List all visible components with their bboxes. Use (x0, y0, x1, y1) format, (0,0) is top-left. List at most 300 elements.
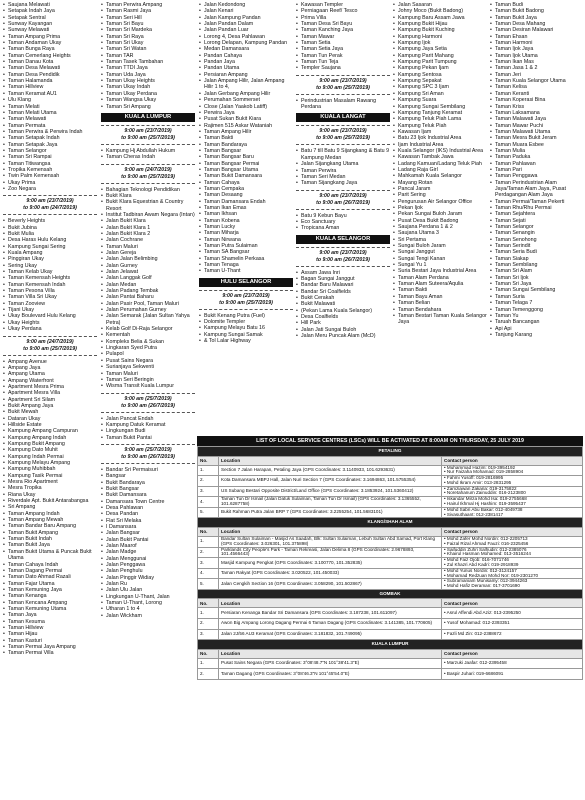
area-item: • Jalan Sijangkang Utama (296, 161, 390, 167)
area-item: • Kampung Jaya Setia (393, 46, 487, 52)
area-item: • Taman Setapak Indah (3, 135, 97, 141)
area-item: • Saujana Melawati (3, 2, 97, 8)
area-item: • Taman Ehsan (490, 34, 584, 40)
area-item: • Taman Ikhsan (199, 211, 293, 217)
area-item: • Lorong Delapan, Kampung Pandan (199, 40, 293, 46)
row-number: 1. (198, 465, 219, 476)
area-item: • Bukit Damansara (101, 492, 195, 498)
header-location: Location (219, 649, 442, 658)
area-item: • Zoo Negara (3, 186, 97, 192)
area-item: • Mayang Rotan (393, 180, 487, 186)
area-list (3, 359, 97, 657)
area-item: • Batu 7 till Batu 9 Sijangkang & Batu 9 Kampung Medan (296, 148, 390, 161)
region-row: KLANG/SHAH ALAM (198, 518, 583, 528)
row-number: 1. (198, 536, 219, 547)
area-item: • Taman Malawati Utama (490, 129, 584, 135)
area-item: • Ijam Industrial Area (393, 142, 487, 148)
row-number: 4. (198, 497, 219, 508)
header-contact: Contact person (442, 456, 583, 465)
area-item: • Jalan Maarof (101, 543, 195, 549)
area-item: • Taman Setia Jaya (296, 46, 390, 52)
area-item: • Bukit Jubina (3, 225, 97, 231)
area-list (296, 98, 390, 111)
area-item: • Pusat Sains Negara (101, 358, 195, 364)
area-item: • Kawasan Templer (296, 2, 390, 8)
area-item: • Taman Ampang Indah (3, 511, 97, 517)
header-no: No. (198, 456, 219, 465)
area-item: • Taman Seri Beringin (101, 377, 195, 383)
area-item: • Taman Lucky (199, 224, 293, 230)
area-item: • Jalan Bukit Klara 2 (101, 231, 195, 237)
area-item: • Taman Desa Pendidik (3, 72, 97, 78)
schedule-start: 9:00 am (23/7/2019) (319, 77, 367, 84)
area-item: • Kampung Ampang Campuran (3, 428, 97, 434)
area-item: • Taman Suria (490, 294, 584, 300)
area-item: • Jalan Cochrane (101, 237, 195, 243)
column-4 (296, 2, 390, 339)
area-item: • Jalan Meru Puncak Alam (McD) (296, 333, 390, 339)
area-item: • Kampung SPC 3 Ijam (393, 84, 487, 90)
area-item: • Medan Damansara (199, 46, 293, 52)
area-list (101, 467, 195, 619)
area-item: • Kampung Bukit Kuching (393, 27, 487, 33)
area-item: • Taman Danau Kota (3, 59, 97, 65)
area-item: • Taman Kemuning Jaya (3, 587, 97, 593)
row-number: 2. (198, 476, 219, 487)
area-item: • Ampang Waterfront (3, 378, 97, 384)
area-item: • Kampung Parit Mahang (393, 53, 487, 59)
area-item: • Taman Permata (3, 123, 97, 129)
area-item: • Bukit Bangsar (101, 486, 195, 492)
area-item: • Pandan Cahaya (199, 53, 293, 59)
header-no: No. (198, 649, 219, 658)
row-number: 2. (198, 619, 219, 630)
row-number: 1. (198, 608, 219, 619)
row-contact: • Marzuki Jaafar: 012-2395458 (442, 658, 583, 669)
area-item: • Taman Bukit Indah (3, 536, 97, 542)
header-no: No. (198, 599, 219, 608)
row-location: Bukit Rahman Putra Jalan BRP 7 (GPS Coordinates: 3.2255254, 101.5683101) (219, 507, 442, 518)
lsc-table (197, 446, 583, 680)
schedule-end: to 9:00 am (25/7/2019) (23, 345, 77, 352)
region-row: KUALA LUMPUR (198, 640, 583, 650)
area-item: • Taman Sri Mardeka (101, 27, 195, 33)
area-item: • Taman Kasturi (3, 638, 97, 644)
area-item: • Taman Mawar (296, 34, 390, 40)
area-item: • Bukit Bandaraya (101, 480, 195, 486)
area-item: • Apartment Mesra Prima (3, 384, 97, 390)
area-item: • Taman Ijok Utama (490, 53, 584, 59)
area-item: • Taman Bukit Jaya (490, 15, 584, 21)
area-item: • Kampung Parit Tumpung (393, 59, 487, 65)
area-item: • Bahagian Teknologi Pendidikan (101, 187, 195, 193)
area-item: • Taman Perindustrian Alam Jaya/Taman Alam Jaya, Pusat Perdagangan Alam Jaya (490, 180, 584, 199)
area-item: • Riverdale Apt. Bukit Antarabangsa (3, 498, 97, 504)
area-item: • Taman Desa Melawati (3, 65, 97, 71)
area-list (3, 218, 97, 332)
row-location: Jalan 2J/56 AU3 Keramat (GPS Coordinates: 3.181832, 101.749095) (219, 629, 442, 640)
area-item: • Taman Rhu/Rhu Permai (490, 205, 584, 211)
area-item: • Jalan Ulu Jalan (101, 587, 195, 593)
area-item: • Taman Paduka (490, 154, 584, 160)
area-item: • Taman Bendahara (393, 307, 487, 313)
area-item: • Bandar Sri Coalfields (296, 289, 390, 295)
area-item: • Jalan Bukit Klara (101, 218, 195, 224)
area-item: • Taman Selangor (3, 148, 97, 154)
area-item: • Desa Pahlawan (101, 505, 195, 511)
area-item: • Dolomite Templer (199, 319, 293, 325)
header-location: Location (219, 599, 442, 608)
area-item: • Taman Bandaraya (199, 142, 293, 148)
area-item: • Desa Haras Hulu Kelang (3, 237, 97, 243)
area-item: • Taman Budi (490, 2, 584, 8)
area-item: • Taman Belian (393, 300, 487, 306)
area-item: • Ladang Raja Girl (393, 167, 487, 173)
area-item: • Ampang Jaya (3, 365, 97, 371)
area-item: • Jalan Langgak Golf (101, 275, 195, 281)
area-item: • Taman Serindit (490, 243, 584, 249)
schedule-start: 9:00 am (25/7/2019) (124, 446, 172, 453)
row-contact: • Baspir Juhari: 019-6686091 (442, 669, 583, 680)
schedule-start: 9:00 am (23/7/2019) (222, 292, 270, 299)
area-item: • Batu 9 Kebun Bayu (296, 213, 390, 219)
area-item: • Dataran Ukay (3, 416, 97, 422)
area-item: • Taman Kanching Jaya (296, 27, 390, 33)
row-location: Persiaran Kenanga Bandar Sri Damansara (GPS Coordinates: 3.187238, 101.611097) (219, 608, 442, 619)
area-item: • Taman Kelisa (490, 84, 584, 90)
area-item: • Taman Melawati (3, 116, 97, 122)
area-item: • Taman Sejahtera (490, 211, 584, 217)
area-item: • Taman Mulia (490, 148, 584, 154)
row-number: 4. (198, 568, 219, 579)
schedule-start: 9:00 am (25/7/2019) (124, 395, 172, 402)
area-item: • Taman Keramat AU1 (3, 91, 97, 97)
area-item: • Taman Nirwana (199, 237, 293, 243)
row-contact: • Saifuddin Zuhri Salhudin: 012-2385076 • Khairul Hasman Mohamed: 013-3516244 (442, 547, 583, 558)
row-number: 5. (198, 579, 219, 590)
schedule-start: 9:00 am (23/7/2019) (319, 128, 367, 135)
area-item: • Taman Kelab Ukay (3, 269, 97, 275)
region-header: KUALA SELANGOR (296, 235, 390, 244)
area-item: • Taman SA Bangsar (199, 249, 293, 255)
area-item: • Jalan Ampang Hilir, Jalan Ampang Hilir 1 to 4, (199, 78, 293, 91)
column-5 (393, 2, 487, 326)
schedule-box (296, 125, 390, 145)
area-item: • Taman Setapak Jaya (3, 142, 97, 148)
area-item: • Taman Alam Perdana (393, 275, 487, 281)
area-item: • Taman Cempaka (199, 186, 293, 192)
area-item: • Taman Desaang (199, 192, 293, 198)
area-item: • Taman Jaya (3, 612, 97, 618)
area-item: • Kuala Ampang (3, 250, 97, 256)
area-item: • Kampung Melayu Ampang (3, 460, 97, 466)
header-contact: Contact person (442, 599, 583, 608)
area-item: • Taman Permai Jaya Ampang (3, 644, 97, 650)
area-item: • Kampung Sungai Samak (199, 332, 293, 338)
area-item: • Taman Siakap (490, 256, 584, 262)
area-item: • Taman Cheras Indah (101, 154, 195, 160)
area-item: • Ulu Klang (3, 97, 97, 103)
row-number: 2. (198, 547, 219, 558)
area-item: • & Tol Lalar Highway (199, 338, 293, 344)
area-item: • Taman Tenaga (199, 262, 293, 268)
area-item: • Flat Sri Melaka (101, 518, 195, 524)
area-item: • Taman Cahaya Indah (3, 562, 97, 568)
schedule-end: to 9:00 am (26/7/2019) (316, 199, 370, 206)
row-number: 3. (198, 629, 219, 640)
area-item: • Kampung Tanjung Keramat (393, 110, 487, 116)
area-item: • Taman U-Thant, Lorong (101, 600, 195, 606)
area-item: • Bukit Mewah (3, 409, 97, 415)
area-item: • Kampung Bukit Ampang (3, 441, 97, 447)
area-item: • Sri Pertama (393, 237, 487, 243)
row-location: Awon Big Ampang Lorong Dagang Permai 6 Taman Dagang (GPS Coordinates: 3.141385, 101.770605) (219, 619, 442, 630)
schedule-box (101, 164, 195, 184)
schedule-box (296, 75, 390, 95)
area-item: • Taman Andaman Ukay (3, 40, 97, 46)
area-item: • Bangsar (101, 473, 195, 479)
row-number: 3. (198, 486, 219, 497)
area-item: • Taman Hillview (3, 625, 97, 631)
area-item: • Apartment Sri Silam (3, 397, 97, 403)
row-location: Taman Dagang (GPS Coordinates: 3°08'46.3"N 101°45'54.0"E) (219, 669, 442, 680)
area-item: • Taman Keranti (490, 91, 584, 97)
area-item: • Pandan Utama (199, 65, 293, 71)
area-item: • Jalan Madge (101, 549, 195, 555)
area-list (296, 2, 390, 72)
area-item: • Taman Bangsar Utama (199, 167, 293, 173)
area-item: • Kelab Golf Di-Raja Selangor (101, 326, 195, 332)
area-item: • Taman Malawati Jaya (490, 116, 584, 122)
area-item: • Taman Sri Alam (490, 268, 584, 274)
area-item: • Utharan 1 to 4 (101, 606, 195, 612)
area-item: • Taman Maluri (101, 244, 195, 250)
area-item: • Bukit Ampang Jaya (3, 403, 97, 409)
area-item: • Taman Kobena (199, 218, 293, 224)
area-item: • Jalan Pinggir Widiay (101, 575, 195, 581)
area-item: • Persiaran Ampang (199, 72, 293, 78)
area-item: • Kampung Suara (393, 97, 487, 103)
area-item: • Hillside Estate (3, 422, 97, 428)
area-item: • Taman Kemensah Heights (3, 275, 97, 281)
area-item: • Sungai Tengi Kanan (393, 256, 487, 262)
area-item: • Assam Jawa Inri (296, 270, 390, 276)
area-item: • Api Api (490, 326, 584, 332)
table-row (198, 669, 583, 680)
area-item: • Taman Kemuning Utama (3, 606, 97, 612)
area-item: • Taman Bukit Jaya (3, 542, 97, 548)
area-item: • Taman Ukay Heights (101, 78, 195, 84)
area-item: • Taman Bangsar (199, 148, 293, 154)
area-item: • Kampung Melayu Batu 16 (199, 325, 293, 331)
row-contact: • Yusof Mohamad: 012-2393351 (442, 619, 583, 630)
area-item: • Taman Kriss (490, 104, 584, 110)
row-number: 3. (198, 558, 219, 569)
area-item: • Taman Wangsa Ukay (101, 97, 195, 103)
area-item: • Bukit Klara (101, 193, 195, 199)
area-item: • Taman Muara Esbee (490, 142, 584, 148)
area-item: • Taman Kemensah Indah (3, 282, 97, 288)
area-list (296, 148, 390, 186)
area-item: • Taman Mesra Bukit Jeram (490, 135, 584, 141)
schedule-box (101, 444, 195, 464)
area-item: • Jalan Pancat Endah (101, 416, 195, 422)
area-item: • Taman Tun Perak (296, 53, 390, 59)
area-item: • Taman Ukay Perdana (101, 91, 195, 97)
schedule-box (296, 190, 390, 210)
area-item: • Taman Koperasi Bina (490, 97, 584, 103)
area-item: • Kampung Tasik Permai (3, 473, 97, 479)
area-item: • Ukay Prima (3, 180, 97, 186)
schedule-start: 9:00 am (23/7/2019) (124, 127, 172, 134)
area-item: • Sering Ukay (3, 263, 97, 269)
area-item: • Jalan Semarak (Jalan Sultan Yahya Petra) (101, 313, 195, 326)
area-item: • Taman Permai Villa (3, 650, 97, 656)
area-item: • Apartment Mesra Villa (3, 390, 97, 396)
area-item: • Jalan Pandan Dalam (199, 21, 293, 27)
area-item: • Setapak Sentral (3, 15, 97, 21)
region-row: GOMBAK (198, 589, 583, 599)
table-row (198, 568, 583, 579)
area-item: • Taman Fajar Utama (3, 581, 97, 587)
area-list (199, 2, 293, 275)
schedule-box (3, 195, 97, 215)
table-row (198, 507, 583, 518)
area-item: • Jalan Pasir Pool, Taman Maluri (101, 301, 195, 307)
area-item: • Damansara Town Centre (101, 499, 195, 505)
area-item: • Tropicana Aman (296, 225, 390, 231)
area-item: • Mahkamah Kuala Selangor (393, 173, 487, 179)
area-item: • Taman Sungai Sembilang (490, 287, 584, 293)
area-item: • Taman Seri Medan (296, 174, 390, 180)
area-item: • Taman Perwira & Perwira Indah (3, 129, 97, 135)
area-item: • Sungai Buloh Jaram (393, 243, 487, 249)
area-item: • Ladang Kamuan/Ladang Teluk Piah (393, 161, 487, 167)
area-item: • Taman Halamanda (3, 78, 97, 84)
area-item: • Kampung Teluk Piah (393, 123, 487, 129)
area-item: • Mesra Tropika (3, 485, 97, 491)
area-item: • Taman Selangor (490, 224, 584, 230)
area-item: • Taman Hillview (3, 84, 97, 90)
area-item: • Perniagaan Reef/ Tesco (296, 8, 390, 14)
area-item: • Taman Pari (490, 167, 584, 173)
area-item: • Perindustrian Masalam Rawang Perdana (296, 98, 390, 111)
area-item: • Prima Villa (296, 15, 390, 21)
area-item: • Suria Bestari Jaya Industrial Area (393, 268, 487, 274)
area-item: • Taman Tasek Tambahan (101, 59, 195, 65)
table-row (198, 486, 583, 497)
area-item: • Taman Temenggong (490, 307, 584, 313)
area-item: • Pekan Ijok (393, 205, 487, 211)
area-item: • Taman Seri Hill (101, 15, 195, 21)
header-no: No. (198, 527, 219, 536)
schedule-end: to 9:00 am (26/7/2019) (316, 256, 370, 263)
table-row (198, 629, 583, 640)
area-item: • Taman U-Thant (199, 268, 293, 274)
area-item: • Ampang Avenue (3, 359, 97, 365)
area-item: • Lingkungan Budi (101, 428, 195, 434)
column-1 (3, 2, 97, 657)
area-item: • Kampung Indah Permai (3, 454, 97, 460)
row-location: Taman Rakyat (GPS Coordinates: 3.020522, 101.450033) (219, 568, 442, 579)
area-item: • Taman Shamelin Perkasa (199, 256, 293, 262)
area-item: • Parit Sering (393, 192, 487, 198)
area-item: • Taman Bakti (199, 135, 293, 141)
area-item: • Close (Jalan Yaakob Latiff) (199, 104, 293, 110)
area-item: • Desa Pandan (101, 511, 195, 517)
schedule-end: to 9:00 am (26/7/2019) (121, 453, 175, 460)
area-item: • I Damansara (101, 524, 195, 530)
area-item: • Jalan Jati Sungai Buloh (296, 327, 390, 333)
area-item: • Taman Pahlawan (490, 161, 584, 167)
area-item: • Taman Dato Ahmad Razali (3, 574, 97, 580)
area-item: • Taman Bayu Aman (393, 294, 487, 300)
area-item: • Bukit Kenang Putra (Fuel) (199, 313, 293, 319)
area-item: • Saujana Perdana 1 & 2 (393, 224, 487, 230)
area-item: • Kampung Baru Assam Jawa (393, 15, 487, 21)
area-item: • Mesra Rio Apartment (3, 479, 97, 485)
area-item: • Lingkungan U-Thant, Jalan (101, 594, 195, 600)
area-item: • Bukit Cerakah (296, 295, 390, 301)
area-item: • Kawasan Tambak Jawa (393, 154, 487, 160)
area-list (296, 213, 390, 232)
schedule-start: 9:00 am (23/7/2019) (26, 198, 74, 205)
area-item: • Jalan Gereja (101, 250, 195, 256)
area-item: • Jalan Penghulu (101, 568, 195, 574)
area-item: • Taman Alam Suteera/Aqulia (393, 281, 487, 287)
area-item: • Pulapol (101, 351, 195, 357)
area-item: • Taman Senangin (490, 230, 584, 236)
area-item: • Batu 23 Ijok Industrial Area (393, 135, 487, 141)
area-item: • Kampung Sungai Sering (3, 244, 97, 250)
area-item: • Taman Bestari Taman Kuala Selangor Jaya (393, 313, 487, 326)
area-item: • Taman Pesona Villa (3, 288, 97, 294)
header-location: Location (219, 456, 442, 465)
area-item: • Pusat Sukan Bukit Kiara (199, 116, 293, 122)
area-item: • Kampung Ampang Indah (3, 435, 97, 441)
area-item: • Taman Ampang Hilir (199, 129, 293, 135)
schedule-start: 9:00 am (24/7/2019) (26, 338, 74, 345)
schedule-end: to 9:00 am (25/7/2019) (121, 173, 175, 180)
area-item: • Taman Ikan Emas (199, 205, 293, 211)
area-list (393, 2, 487, 326)
area-item: • Taman Rasmi Jaya (101, 8, 195, 14)
area-item: • Bagan Sungai Janggut (296, 276, 390, 282)
area-item: • Twin Palm Kemensah (3, 173, 97, 179)
area-item: • Pancal Jaram (393, 186, 487, 192)
area-item: • Taman Laksamana (490, 110, 584, 116)
area-item: • Jalan Perumahan Gurney (101, 307, 195, 313)
area-item: • Taman Bukit Damansara (199, 173, 293, 179)
schedule-box (199, 290, 293, 310)
area-item: • Kampung Hj Abdullah Hukum (101, 148, 195, 154)
area-item: • Taman Sri Ukay (101, 40, 195, 46)
area-item: • Ukay Perdana (3, 326, 97, 332)
area-item: • Kampung Datuk Keramat (101, 422, 195, 428)
area-item: • Taman Miharja (199, 230, 293, 236)
region-header: HULU SELANGOR (199, 278, 293, 287)
area-item: • Taman Cemerlang Heights (3, 53, 97, 59)
area-item: • Kawasan Ijam (393, 129, 487, 135)
area-item: • Institut Tadbiran Awam Negara (Intan) (101, 212, 195, 218)
area-item: • Jalan Ru (101, 581, 195, 587)
row-contact: • Fazli Md Zin: 012-2388672 (442, 629, 583, 640)
schedule-end: to 9:00 am (26/7/2019) (121, 402, 175, 409)
schedule-start: 9:00 am (23/7/2019) (319, 249, 367, 256)
area-item: • Surianjaya Sekwenti (101, 364, 195, 370)
row-number: 5. (198, 507, 219, 518)
area-item: • Jalan Kedondong (199, 2, 293, 8)
